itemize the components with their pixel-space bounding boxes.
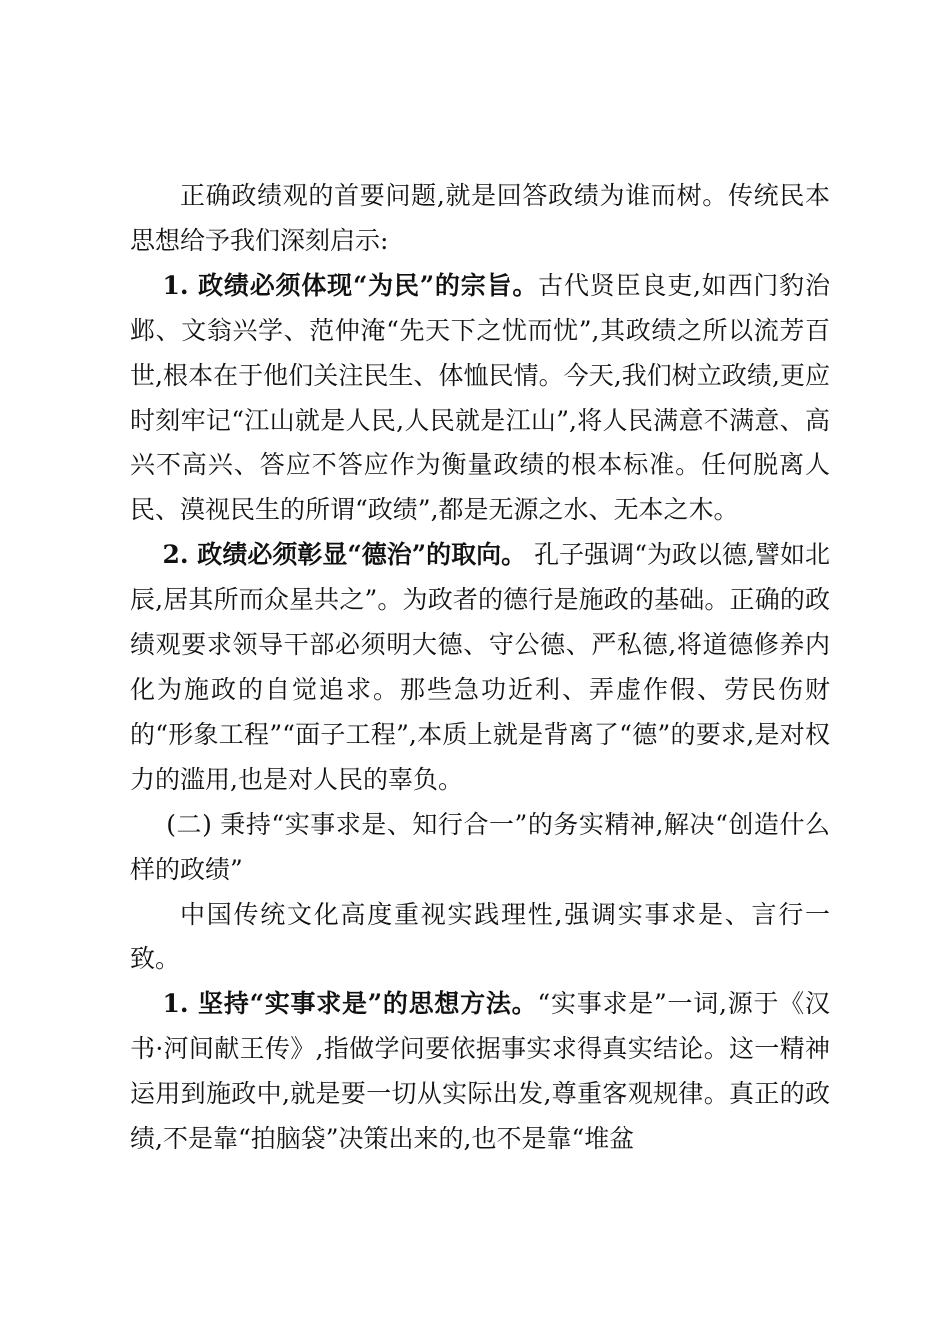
paragraph-point-1-2 xyxy=(130,533,830,802)
paragraph-bold-lead: 1. 政绩必须体现“为民”的宗旨。 xyxy=(162,270,539,300)
paragraph-point-1-1 xyxy=(130,264,830,533)
paragraph-point-2-1 xyxy=(130,982,830,1162)
paragraph-text: 正确政绩观的首要问题,就是回答政绩为谁而树。传统民本思想给予我们深刻启示: xyxy=(130,181,830,255)
document-body xyxy=(130,174,830,1162)
section-heading xyxy=(130,803,830,893)
paragraph-section-intro xyxy=(130,893,830,983)
paragraph-bold-lead: 2. 政绩必须彰显“德治”的取向。 xyxy=(162,540,527,570)
paragraph-text: “实事求是”一词,源于《汉书·河间献王传》,指做学问要依据事实求得真实结论。这一精神运用到施政中,就是要一切从实际出发,尊重客观规律。真正的政绩,不是靠“拍脑袋”决策出来的,也不是靠“堆盆 xyxy=(130,989,830,1154)
paragraph-text: 孔子强调“为政以德,譬如北辰,居其所而众星共之”。为政者的德行是施政的基础。正确的政绩观要求领导干部必须明大德、守公德、严私德,将道德修养内化为施政的自觉追求。那些急功近利、弄虚作假、劳民伤财的“形象工程”“面子工程”,本质上就是背离了“德”的要求,是对权力的滥用,也是对人民的辜负。 xyxy=(130,540,830,794)
paragraph-intro xyxy=(130,174,830,264)
section-heading-text: (二) 秉持“实事求是、知行合一”的务实精神,解决“创造什么样的政绩” xyxy=(130,809,830,884)
paragraph-text: 古代贤臣良吏,如西门豹治邺、文翁兴学、范仲淹“先天下之忧而忧”,其政绩之所以流芳百世,根本在于他们关注民生、体恤民情。今天,我们树立政绩,更应时刻牢记“江山就是人民,人民就是江山”,将人民满意不满意、高兴不高兴、答应不答应作为衡量政绩的根本标准。任何脱离人民、漠视民生的所谓“政绩”,都是无源之水、无本之木。 xyxy=(130,270,830,525)
paragraph-text: 中国传统文化高度重视实践理性,强调实事求是、言行一致。 xyxy=(130,899,830,974)
paragraph-bold-lead: 1. 坚持“实事求是”的思想方法。 xyxy=(162,989,538,1019)
